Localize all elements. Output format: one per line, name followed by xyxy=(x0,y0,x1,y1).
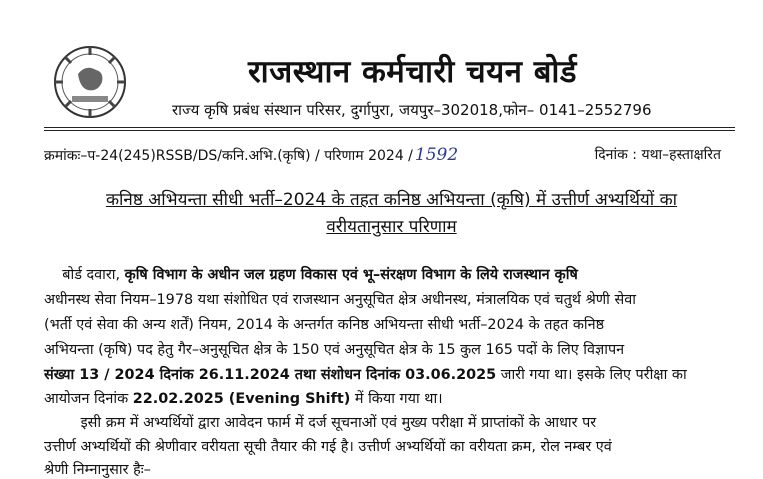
paragraph-1-line-6 xyxy=(44,389,724,408)
p1-l6-a: आयोजन दिनांक xyxy=(44,391,133,407)
p1-l6-c: में किया गया था। xyxy=(350,391,443,407)
date-line: दिनांक : यथा–हस्ताक्षरित xyxy=(594,147,721,163)
kramank-text: क्रमांकः–प-24(245)RSSB/DS/कनि.अभि.(कृषि) / परिणाम 2024 / xyxy=(44,148,413,164)
paragraph-1-line-5 xyxy=(44,365,724,384)
paragraph-2-line-2: उत्तीर्ण अभ्यर्थियों की श्रेणीवार वरीयता सूची तैयार की गई है। उत्तीर्ण अभ्यर्थियों का वरीयता क्रम, रोल नम्बर एवं xyxy=(44,439,612,455)
paragraph-2-line-3: श्रेणी निम्नानुसार हैः– xyxy=(44,462,151,478)
paragraph-2-line-1: इसी क्रम में अभ्यर्थियों द्वारा आवेदन फार्म में दर्ज सूचनाओं एवं मुख्य परीक्षा में प्राप्तांकों के आधार पर xyxy=(44,415,597,431)
notice-heading-line2: वरीयतानुसार परिणाम xyxy=(326,217,457,237)
notice-heading-line1: कनिष्ठ अभियन्ता सीधी भर्ती–2024 के तहत कनिष्ठ अभियन्ता (कृषि) में उत्तीर्ण अभ्यर्थियों का xyxy=(105,190,678,210)
org-title: राजस्थान कर्मचारी चयन बोर्ड xyxy=(248,54,578,90)
org-address: राज्य कृषि प्रबंध संस्थान परिसर, दुर्गापुरा, जयपुर–302018,फोन– 0141–2552796 xyxy=(172,101,652,119)
reference-number xyxy=(44,145,458,165)
header-divider-secondary xyxy=(44,130,735,131)
handwritten-number: 1592 xyxy=(414,145,459,165)
p1-l6-b: 22.02.2025 (Evening Shift) xyxy=(132,391,351,407)
rssb-emblem-logo xyxy=(52,44,128,120)
p1-l5-b: जारी गया था। इसके लिए परीक्षा का xyxy=(496,367,687,383)
p1-l4: अभियन्ता (कृषि) पद हेतु गैर–अनुसूचित क्षेत्र के 150 एवं अनुसूचित क्षेत्र के 15 कुल 165 पदों के लिए विज्ञापन xyxy=(44,342,625,358)
p1-l1-b: कृषि विभाग के अधीन जल ग्रहण विकास एवं भू–संरक्षण विभाग के लिये राजस्थान कृषि xyxy=(124,267,578,283)
header-divider xyxy=(44,127,735,128)
p1-l2: अधीनस्थ सेवा नियम–1978 यथा संशोधित एवं राजस्थान अनुसूचित क्षेत्र अधीनस्थ, मंत्रालयिक एवं चतुर्थ श्रेणी सेवा xyxy=(44,292,636,308)
paragraph-1-line-2 xyxy=(44,290,724,309)
paragraph-1-line-4 xyxy=(44,340,724,359)
p1-l1-a: बोर्ड दवारा, xyxy=(44,267,125,283)
p1-l5-a: संख्या 13 / 2024 दिनांक 26.11.2024 तथा संशोधन दिनांक 03.06.2025 xyxy=(44,367,497,383)
paragraph-1-line-3 xyxy=(44,315,724,334)
p1-l3: (भर्ती एवं सेवा की अन्य शर्तें) नियम, 2014 के अन्तर्गत कनिष्ठ अभियन्ता सीधी भर्ती–2024 के तहत कनिष्ठ xyxy=(44,317,605,333)
paragraph-1-line-1 xyxy=(44,265,724,284)
